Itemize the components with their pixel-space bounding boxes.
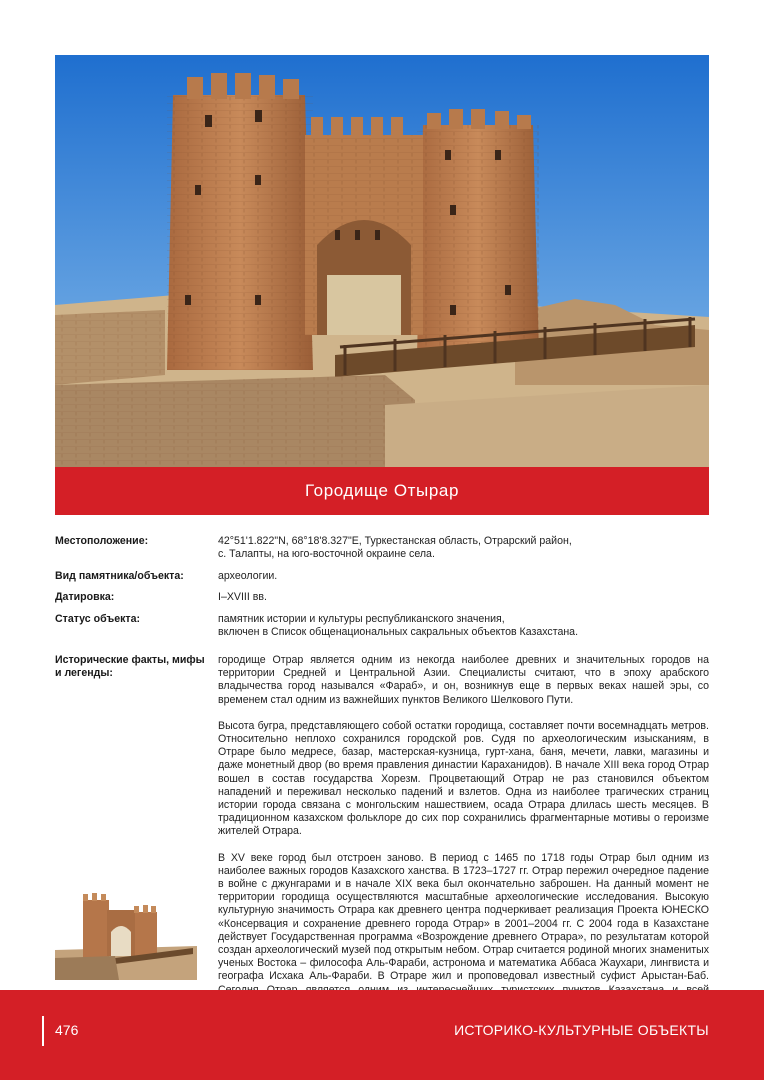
detail-label: Вид памятника/объекта:: [55, 570, 184, 582]
detail-label: Местоположение:: [55, 535, 149, 547]
detail-value: [218, 613, 709, 639]
detail-label: Статус объекта:: [55, 613, 141, 625]
hero-photo-fortress-gate: [55, 55, 709, 467]
page-number: 476: [55, 1022, 79, 1038]
history-paragraph: Высота бугра, представляющего собой остатки городища, составляет почти восемнадцать метров. Относительно неплохо сохранился городской ров. Судя по археологическим изысканиям, в Отраре было медресе, базар, мастерская-кузница, гурт-хана, баня, мечети, лавки, магазины и даже монетный двор (во время правления династии Караханидов). В начале XIII века город Отрар вошел в состав государства Хорезм. Процветающий Отрар не раз становился объектом нападений и переживал несколько падений и взлетов. Одна из наиболее трагических страниц истории города связана с монгольским нашествием, осада Отрара длилась шесть месяцев. В традиционном казахском фольклоре до сих пор сохранились фрагментарные мотивы о героизме жителей Отрара.: [218, 719, 709, 838]
detail-line: включен в Список общенациональных сакральных объектов Казахстана.: [218, 626, 579, 639]
history-paragraph: В XV веке город был отстроен заново. В период с 1465 по 1718 годы Отрар был одним из наиболее важных городов Казахского ханства. В 1723–1727 гг. Отрар пережил очередное падение в войне с джунгарами и в начале XIX века был окончательно заброшен. На данный момент не территории городища осуществляются масштабные археологические исследования. Высокую культурную значимость Отрара как древнего центра подчеркивает реализация Проекта ЮНЕСКО «Консервация и сохранение древнего города Отрар» в 2001–2004 гг. С 2004 года в Казахстане действует Государственная программа «Возрождение древнего Отрара», по результатам которой создан археологический музей под открытым небом. Отрар считается родиной многих знаменитых ученых Востока – философа Аль-Фараби, астронома и математика Аббаса Жаухари, лингвиста и географа Исхака Аль-Фараби. В Отраре жил и проповедовал известный суфист Арыстан-Баб.: [218, 851, 709, 983]
detail-value: [218, 535, 709, 561]
detail-label: Датировка:: [55, 591, 115, 603]
detail-line: археологии.: [218, 570, 278, 582]
detail-line: памятник истории и культуры республиканского значения,: [218, 613, 505, 625]
history-text: [218, 654, 709, 1023]
history-paragraph: городище Отрар является одним из некогда наиболее древних и значительных городов на территории Средней и Центральной Азии. Специалисты считают, что в эпоху арабского владычества город назывался «Фараб», и он, возникнув еще в первых веках нашей эры, со временем стал одним из важнейших пунктов Великого Шелкового Пути.: [218, 654, 709, 706]
page-footer: [0, 990, 764, 1080]
title-band: [55, 467, 709, 515]
section-title: ИСТОРИКО-КУЛЬТУРНЫЕ ОБЪЕКТЫ: [454, 1022, 709, 1038]
thumbnail-photo-fortress: [55, 888, 197, 980]
footer-divider: [42, 1016, 44, 1046]
detail-value: [218, 591, 709, 604]
detail-line: с. Талапты, на юго-восточной окраине села.: [218, 548, 435, 561]
page-title: Городище Отырар: [304, 481, 460, 500]
detail-value: [218, 570, 709, 583]
detail-label: Исторические факты, мифы и легенды:: [55, 654, 205, 680]
detail-line: I–XVIII вв.: [218, 591, 267, 603]
detail-line: 42°51'1.822"N, 68°18'8.327"E, Туркестанская область, Отрарский район,: [218, 535, 572, 547]
